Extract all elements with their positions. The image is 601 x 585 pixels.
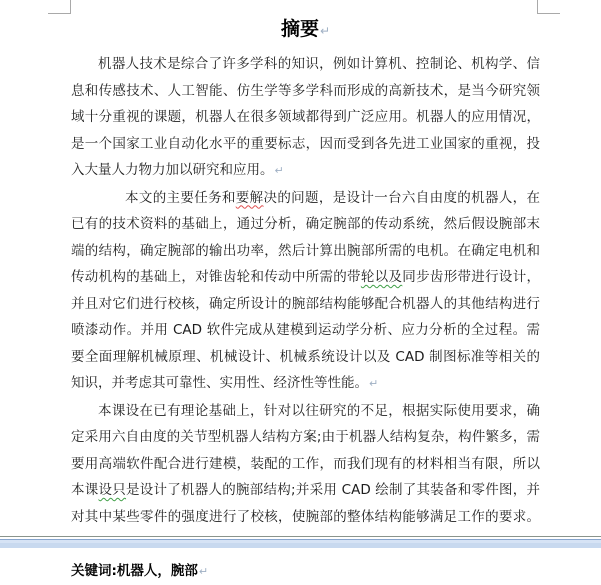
green-spellcheck-underline: 轮以及 <box>361 269 402 285</box>
text-run: 是设计了机器人的腕部结构;并采用 CAD 绘制了其装备和零件图，并对其中某些零件的强度进行了校核，使腕部的整体结构能够满足工作的要求。 <box>71 482 540 525</box>
text-boundary-mark-top-left <box>48 0 71 14</box>
paragraph-mark: ↵ <box>274 164 284 177</box>
body-paragraph[interactable] <box>71 51 540 185</box>
text-run: 关键词:机器人，腕部 <box>71 563 198 579</box>
abstract-title-text: 摘要 <box>281 18 319 40</box>
paragraphs <box>71 51 540 585</box>
abstract-title <box>71 16 540 44</box>
green-spellcheck-underline: 设只 <box>99 482 127 498</box>
paragraph-mark: ↵ <box>198 565 208 578</box>
keywords-line[interactable] <box>71 558 540 585</box>
paragraph-mark: ↵ <box>368 377 378 390</box>
text-run: 本课设在已有理论基础上，针对以往研究的不足，根据实际使用要求，确定采用六自由度的关节型机器人结构方案;由于机器人结构复杂，构件繁多，需要用高端软件配合进行建模，装配的工作，而我们现有的材料相当有限，所以本课 <box>71 403 540 499</box>
body-paragraph[interactable] <box>71 398 540 558</box>
text-run: 本文的主要任务和 <box>125 190 236 206</box>
red-spellcheck-underline: 要解 <box>236 190 264 206</box>
text-boundary-mark-top-right <box>537 0 560 14</box>
window-bottom-edge <box>0 536 601 548</box>
paragraph-mark: ↵ <box>319 24 330 38</box>
text-run: 机器人技术是综合了许多学科的知识，例如计算机、控制论、机构学、信息和传感技术、人工智能、仿生学等多学科而形成的高新技术，是当今研究领域十分重视的课题，机器人在很多领域都得到广泛应用。机器人的应用情况，是一个国家工业自动化水平的重要标志，因而受到各先进工业国家的重视，投入大量人力物力加以研究和应用。 <box>71 56 540 178</box>
text-run: 决的问题，是设计一台六自由度的机器人，在已有的技术资料的基础上，通过分析，确定腕部的传动系统，然后假设腕部末端的结构，确定腕部的输出功率，然后计算出腕部所需的电机。在确定电机和传动机构的基础上，对锥齿轮和传动中所需的带 <box>71 190 540 286</box>
text-run: 同步齿形带进行设计，并且对它们进行校核，确定所设计的腕部结构能够配合机器人的其他结构进行喷漆动作。并用 CAD 软件完成从建模到运动学分析、应力分析的全过程。需要全面理解机械原理、机械设计、机械系统设计以及 CAD 制图标准等相关的知识，并考虑其可靠性、实用性、经济性等性能。 <box>71 269 540 391</box>
document-text-area[interactable] <box>71 14 540 585</box>
body-paragraph[interactable] <box>71 185 540 398</box>
